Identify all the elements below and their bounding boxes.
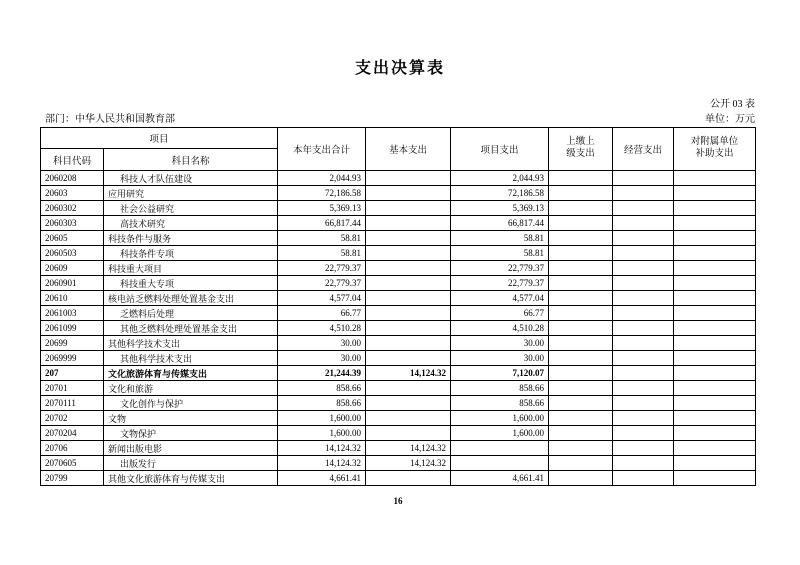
cell-upper-level-expense (549, 306, 613, 321)
table-row (41, 306, 756, 321)
cell-subject-code: 2060303 (41, 216, 104, 231)
cell-project-expense: 5,369.13 (451, 201, 549, 216)
cell-subject-code: 2070111 (41, 396, 104, 411)
cell-operating-expense (613, 246, 674, 261)
cell-total-this-year: 1,600.00 (278, 411, 366, 426)
cell-project-expense: 66,817.44 (451, 216, 549, 231)
header-basic-expense: 基本支出 (366, 128, 451, 171)
cell-project-expense: 66.77 (451, 306, 549, 321)
cell-operating-expense (613, 216, 674, 231)
cell-total-this-year: 30.00 (278, 351, 366, 366)
cell-subject-code: 2060901 (41, 276, 104, 291)
cell-operating-expense (613, 276, 674, 291)
cell-project-expense: 30.00 (451, 351, 549, 366)
header-operating-expense: 经营支出 (613, 128, 674, 171)
cell-subject-name: 文化和旅游 (104, 381, 278, 396)
cell-operating-expense (613, 366, 674, 381)
header-subsidy-line2: 补助支出 (695, 149, 734, 159)
cell-operating-expense (613, 186, 674, 201)
header-subject-name: 科目名称 (104, 149, 278, 171)
cell-basic-expense (366, 291, 451, 306)
cell-operating-expense (613, 291, 674, 306)
table-row (41, 381, 756, 396)
table-row (41, 291, 756, 306)
cell-subject-name: 出版发行 (104, 456, 278, 471)
cell-project-expense: 58.81 (451, 246, 549, 261)
cell-project-expense: 4,577.04 (451, 291, 549, 306)
cell-subject-name: 其他乏燃料处理处置基金支出 (104, 321, 278, 336)
cell-project-expense: 4,510.28 (451, 321, 549, 336)
cell-subject-code: 20702 (41, 411, 104, 426)
table-row (41, 246, 756, 261)
cell-upper-level-expense (549, 171, 613, 186)
cell-basic-expense (366, 336, 451, 351)
cell-upper-level-expense (549, 366, 613, 381)
meta-row (45, 110, 755, 125)
department-label: 部门：中华人民共和国教育部 (45, 114, 175, 125)
cell-subject-code: 2070605 (41, 456, 104, 471)
cell-project-expense: 22,779.37 (451, 276, 549, 291)
cell-project-expense: 58.81 (451, 231, 549, 246)
cell-total-this-year: 5,369.13 (278, 201, 366, 216)
cell-operating-expense (613, 351, 674, 366)
cell-operating-expense (613, 336, 674, 351)
cell-subject-code: 207 (41, 366, 104, 381)
cell-subsidy-expense (674, 186, 756, 201)
cell-subsidy-expense (674, 216, 756, 231)
table-row (41, 171, 756, 186)
cell-subsidy-expense (674, 456, 756, 471)
cell-project-expense: 22,779.37 (451, 261, 549, 276)
cell-operating-expense (613, 456, 674, 471)
header-total-this-year: 本年支出合计 (278, 128, 366, 171)
table-body (41, 171, 756, 486)
cell-subsidy-expense (674, 276, 756, 291)
cell-subject-name: 应用研究 (104, 186, 278, 201)
cell-subject-code: 2069999 (41, 351, 104, 366)
cell-total-this-year: 21,244.39 (278, 366, 366, 381)
cell-subject-name: 科技条件专项 (104, 246, 278, 261)
header-upper-line1: 上缴上 (566, 137, 595, 148)
header-upper-line2: 级支出 (566, 149, 595, 159)
cell-upper-level-expense (549, 411, 613, 426)
header-upper-level-expense (549, 128, 613, 171)
cell-basic-expense (366, 201, 451, 216)
cell-subject-code: 2060208 (41, 171, 104, 186)
cell-project-expense: 1,600.00 (451, 426, 549, 441)
cell-basic-expense (366, 246, 451, 261)
cell-total-this-year: 4,661.41 (278, 471, 366, 486)
cell-subject-name: 社会公益研究 (104, 201, 278, 216)
header-project-group: 项目 (41, 128, 278, 149)
cell-total-this-year: 858.66 (278, 396, 366, 411)
cell-subject-name: 高技术研究 (104, 216, 278, 231)
table-row (41, 411, 756, 426)
expenditure-table (40, 127, 756, 486)
cell-subsidy-expense (674, 441, 756, 456)
cell-subsidy-expense (674, 426, 756, 441)
cell-subsidy-expense (674, 246, 756, 261)
cell-subject-code: 20610 (41, 291, 104, 306)
cell-operating-expense (613, 396, 674, 411)
cell-subject-name: 文物保护 (104, 426, 278, 441)
cell-basic-expense (366, 231, 451, 246)
cell-upper-level-expense (549, 261, 613, 276)
cell-subject-name: 科技重大项目 (104, 261, 278, 276)
cell-subject-code: 2061003 (41, 306, 104, 321)
cell-subject-name: 文化旅游体育与传媒支出 (104, 366, 278, 381)
cell-subsidy-expense (674, 321, 756, 336)
cell-subsidy-expense (674, 471, 756, 486)
cell-project-expense: 7,120.07 (451, 366, 549, 381)
cell-subject-code: 20799 (41, 471, 104, 486)
cell-subject-name: 科技人才队伍建设 (104, 171, 278, 186)
cell-subject-name: 科技条件与服务 (104, 231, 278, 246)
cell-total-this-year: 58.81 (278, 231, 366, 246)
cell-operating-expense (613, 426, 674, 441)
cell-subsidy-expense (674, 366, 756, 381)
cell-subject-name: 核电站乏燃料处理处置基金支出 (104, 291, 278, 306)
cell-upper-level-expense (549, 186, 613, 201)
cell-project-expense (451, 441, 549, 456)
cell-basic-expense (366, 171, 451, 186)
cell-basic-expense (366, 306, 451, 321)
cell-basic-expense (366, 396, 451, 411)
cell-basic-expense (366, 471, 451, 486)
cell-total-this-year: 58.81 (278, 246, 366, 261)
header-subsidy-expense (674, 128, 756, 171)
cell-total-this-year: 4,577.04 (278, 291, 366, 306)
cell-total-this-year: 66,817.44 (278, 216, 366, 231)
cell-operating-expense (613, 471, 674, 486)
cell-basic-expense (366, 351, 451, 366)
cell-upper-level-expense (549, 246, 613, 261)
page-number: 16 (393, 496, 403, 506)
cell-total-this-year: 66.77 (278, 306, 366, 321)
cell-subsidy-expense (674, 291, 756, 306)
cell-subsidy-expense (674, 396, 756, 411)
cell-total-this-year: 858.66 (278, 381, 366, 396)
cell-subsidy-expense (674, 171, 756, 186)
cell-subsidy-expense (674, 336, 756, 351)
cell-subject-code: 2061099 (41, 321, 104, 336)
table-row (41, 186, 756, 201)
cell-subject-name: 文物 (104, 411, 278, 426)
cell-subsidy-expense (674, 201, 756, 216)
cell-subsidy-expense (674, 231, 756, 246)
table-row (41, 336, 756, 351)
cell-subsidy-expense (674, 261, 756, 276)
cell-upper-level-expense (549, 276, 613, 291)
table-header (41, 128, 756, 171)
cell-basic-expense: 14,124.32 (366, 366, 451, 381)
cell-upper-level-expense (549, 351, 613, 366)
cell-subject-code: 20706 (41, 441, 104, 456)
cell-total-this-year: 22,779.37 (278, 261, 366, 276)
table-row (41, 366, 756, 381)
cell-subject-name: 其他科学技术支出 (104, 336, 278, 351)
cell-upper-level-expense (549, 441, 613, 456)
cell-subject-code: 2060503 (41, 246, 104, 261)
header-subject-code: 科目代码 (41, 149, 104, 171)
table-row (41, 471, 756, 486)
table-row (41, 456, 756, 471)
cell-subject-name: 其他文化旅游体育与传媒支出 (104, 471, 278, 486)
cell-project-expense: 858.66 (451, 381, 549, 396)
cell-project-expense: 858.66 (451, 396, 549, 411)
cell-upper-level-expense (549, 291, 613, 306)
header-project-expense: 项目支出 (451, 128, 549, 171)
cell-total-this-year: 14,124.32 (278, 441, 366, 456)
cell-basic-expense (366, 261, 451, 276)
table-row (41, 426, 756, 441)
cell-total-this-year: 30.00 (278, 336, 366, 351)
cell-basic-expense: 14,124.32 (366, 441, 451, 456)
cell-subject-name: 科技重大专项 (104, 276, 278, 291)
cell-upper-level-expense (549, 321, 613, 336)
table-row (41, 276, 756, 291)
cell-upper-level-expense (549, 216, 613, 231)
cell-operating-expense (613, 201, 674, 216)
cell-subject-code: 20609 (41, 261, 104, 276)
cell-basic-expense (366, 216, 451, 231)
cell-operating-expense (613, 381, 674, 396)
cell-subject-code: 20603 (41, 186, 104, 201)
cell-project-expense (451, 456, 549, 471)
cell-operating-expense (613, 231, 674, 246)
cell-total-this-year: 72,186.58 (278, 186, 366, 201)
table-row (41, 396, 756, 411)
cell-subject-code: 2070204 (41, 426, 104, 441)
cell-basic-expense (366, 276, 451, 291)
cell-operating-expense (613, 306, 674, 321)
table-row (41, 231, 756, 246)
table-row (41, 441, 756, 456)
cell-basic-expense (366, 411, 451, 426)
cell-upper-level-expense (549, 471, 613, 486)
table-row (41, 261, 756, 276)
cell-operating-expense (613, 321, 674, 336)
cell-subject-name: 其他科学技术支出 (104, 351, 278, 366)
table-code-label: 公开 03 表 (710, 99, 755, 110)
page-title: 支出决算表 (354, 60, 445, 77)
cell-total-this-year: 22,779.37 (278, 276, 366, 291)
cell-project-expense: 30.00 (451, 336, 549, 351)
cell-basic-expense: 14,124.32 (366, 456, 451, 471)
cell-upper-level-expense (549, 426, 613, 441)
cell-basic-expense (366, 186, 451, 201)
cell-basic-expense (366, 381, 451, 396)
header-subsidy-line1: 对附属单位 (690, 137, 739, 148)
cell-operating-expense (613, 171, 674, 186)
cell-subject-code: 20699 (41, 336, 104, 351)
cell-subject-code: 2060302 (41, 201, 104, 216)
cell-subject-name: 新闻出版电影 (104, 441, 278, 456)
cell-upper-level-expense (549, 381, 613, 396)
cell-upper-level-expense (549, 396, 613, 411)
cell-subsidy-expense (674, 411, 756, 426)
cell-project-expense: 4,661.41 (451, 471, 549, 486)
table-row (41, 216, 756, 231)
cell-total-this-year: 1,600.00 (278, 426, 366, 441)
cell-total-this-year: 4,510.28 (278, 321, 366, 336)
cell-project-expense: 72,186.58 (451, 186, 549, 201)
cell-operating-expense (613, 261, 674, 276)
cell-upper-level-expense (549, 336, 613, 351)
table-row (41, 321, 756, 336)
cell-subsidy-expense (674, 381, 756, 396)
cell-subject-code: 20701 (41, 381, 104, 396)
cell-total-this-year: 14,124.32 (278, 456, 366, 471)
unit-label: 单位：万元 (705, 114, 755, 125)
cell-total-this-year: 2,044.93 (278, 171, 366, 186)
table-row (41, 201, 756, 216)
cell-upper-level-expense (549, 231, 613, 246)
cell-upper-level-expense (549, 201, 613, 216)
cell-subsidy-expense (674, 306, 756, 321)
cell-subsidy-expense (674, 351, 756, 366)
cell-project-expense: 1,600.00 (451, 411, 549, 426)
cell-basic-expense (366, 426, 451, 441)
cell-basic-expense (366, 321, 451, 336)
cell-subject-code: 20605 (41, 231, 104, 246)
cell-upper-level-expense (549, 456, 613, 471)
cell-operating-expense (613, 441, 674, 456)
table-row (41, 351, 756, 366)
cell-project-expense: 2,044.93 (451, 171, 549, 186)
cell-subject-name: 文化创作与保护 (104, 396, 278, 411)
cell-operating-expense (613, 411, 674, 426)
cell-subject-name: 乏燃料后处理 (104, 306, 278, 321)
